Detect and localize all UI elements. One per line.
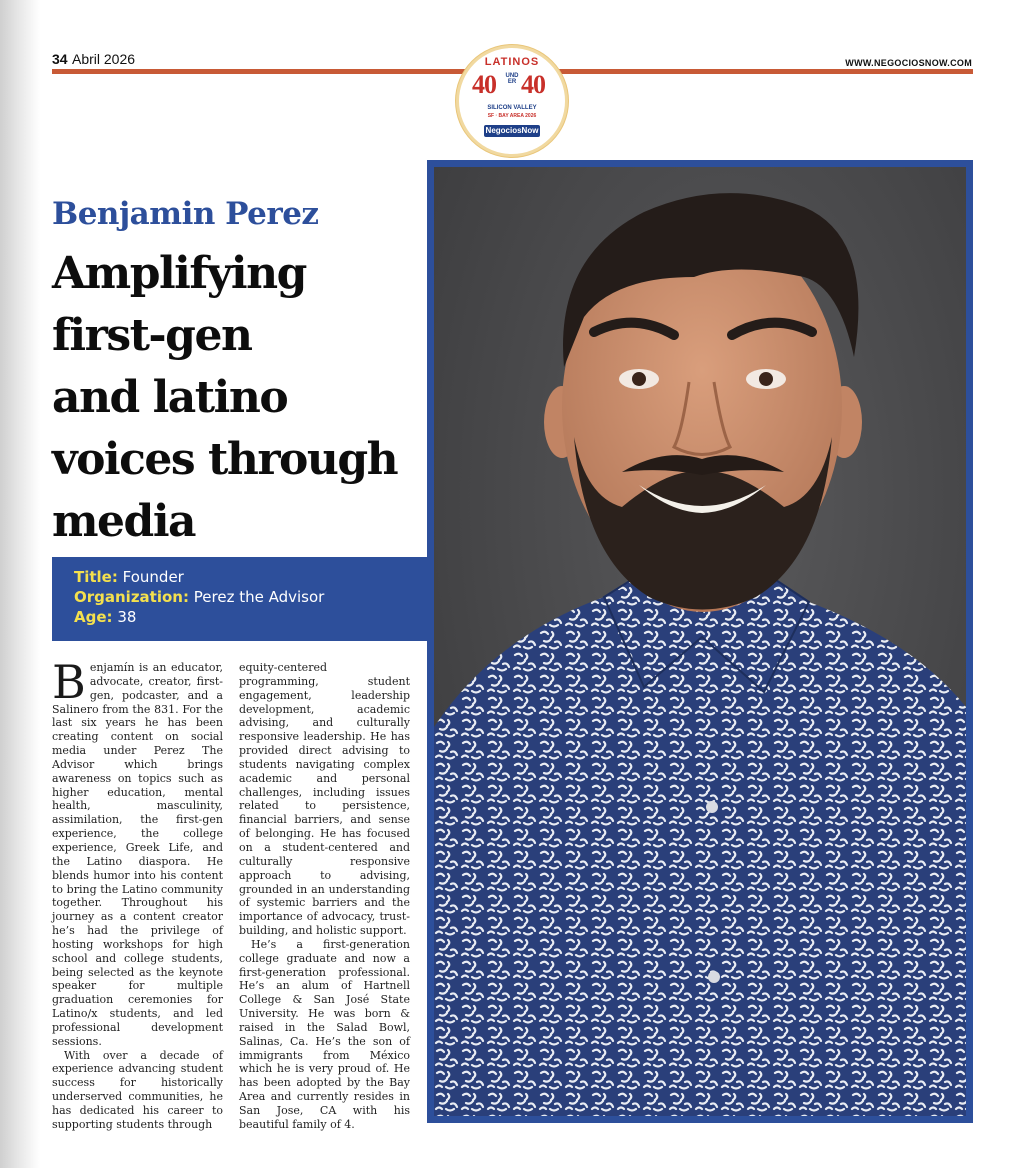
article-headline	[52, 243, 422, 553]
logo-region: SILICON VALLEY	[487, 105, 537, 111]
headline-line: Amplifying	[52, 248, 306, 299]
drop-cap: B	[52, 655, 86, 709]
page-spine-shadow	[0, 0, 40, 1168]
article-paragraph: He’s a first-generation college graduate and now a first-generation professional. He’s an alum of Hartnell College & San José State University. He was born & raised in the Salad Bowl, Salinas, Ca. He’s the son of immigrants from México which he is very proud of. He has been adopted by the Bay Area and currently resides in San Jose, CA with his beautiful family of 4.	[239, 937, 410, 1131]
info-organization-row	[74, 587, 427, 607]
portrait-photo-frame	[427, 160, 973, 1123]
info-title-value: Founder	[122, 568, 184, 586]
info-age-row	[74, 607, 427, 627]
website-url: WWW.NEGOCIOSNOW.COM	[845, 58, 972, 68]
issue-date: Abril 2026	[72, 51, 136, 67]
profile-info-box	[52, 557, 427, 641]
headline-line: and latino	[52, 372, 288, 423]
article-column-2	[239, 661, 410, 1132]
logo-under-text: UNDER	[505, 73, 519, 85]
profile-name: Benjamin Perez	[52, 196, 319, 232]
info-age-value: 38	[117, 608, 137, 626]
article-paragraph: equity-centered programming, student engagement, leadership development, academic advising, and culturally responsive leadership. He has provided direct advising to students navigating complex academic and personal challenges, including issues related to persistence, financial barriers, and sense of belonging. He has focused on a student-centered and culturally responsive approach to advising, grounded in an understanding of systemic barriers and the importance of advocacy, trust-building, and holistic support.	[239, 661, 410, 938]
logo-brand: NegociosNow	[485, 126, 539, 135]
paragraph-text: enjamín is an educator, advocate, creator, first-gen, podcaster, and a Salinero from the 831. For the last six years he has been creating content on social media under Perez The Advisor which brings awareness on topics such as higher education, mental health, masculinity, assimilation, the first-gen experience, the college experience, Greek Life, and the Latino diaspora. He blends humor into his content to bring the Latino community together. Throughout his journey as a content creator he’s had the privilege of hosting workshops for high school and college students, being selected as the keynote speaker for multiple graduation ceremonies for Latino/x students, and led professional development sessions.	[52, 661, 223, 1048]
info-organization-value: Perez the Advisor	[193, 588, 325, 606]
headline-line: media	[52, 496, 196, 547]
logo-number-right: 40	[521, 70, 545, 99]
info-age-label: Age:	[74, 608, 113, 626]
logo-number-left: 40	[472, 70, 496, 99]
portrait-photo	[434, 167, 966, 1116]
article-column-1	[52, 655, 223, 1132]
info-title-label: Title:	[74, 568, 118, 586]
headline-line: voices through	[52, 434, 398, 485]
latinos-under-40-logo	[459, 48, 565, 154]
info-organization-label: Organization:	[74, 588, 189, 606]
logo-subregion: SF · BAY AREA 2026	[487, 113, 537, 119]
article-paragraph: With over a decade of experience advancing student success for historically underserved communities, he has dedicated his career to supporting students through	[52, 1048, 223, 1131]
logo-latinos-text: LATINOS	[484, 56, 540, 68]
info-title-row	[74, 567, 427, 587]
headline-line: first-gen	[52, 310, 252, 361]
article-paragraph	[52, 655, 223, 1049]
page-number: 34	[52, 51, 68, 67]
